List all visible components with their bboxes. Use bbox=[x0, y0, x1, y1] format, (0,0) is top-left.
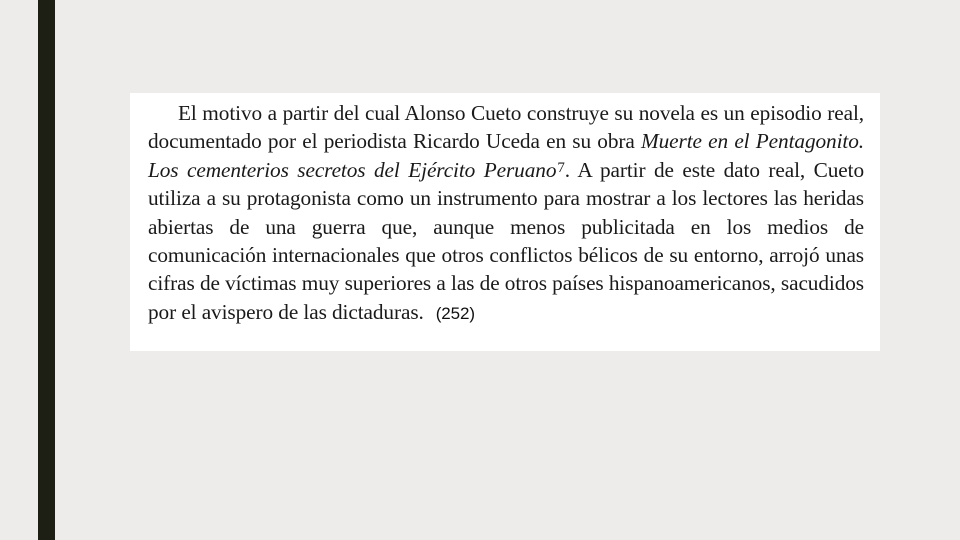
footnote-marker: 7 bbox=[557, 159, 565, 176]
book-title: Muerte en el Pentagonito. Los cementerios secretos del Ejército Peruano bbox=[148, 129, 864, 182]
quote-excerpt-box bbox=[130, 93, 880, 351]
quote-text-intro: El motivo a partir del cual Alonso Cueto construye su novela es un episodio real, documentado por el periodista Ricardo Uceda en su obra bbox=[148, 101, 864, 154]
page-citation: (252) bbox=[435, 303, 475, 323]
quote-text-body: . A partir de este dato real, Cueto utiliza a su protagonista como un instrumento para mostrar a los lectores las heridas abiertas de una guerra que, aunque menos publicitada en los medios de comunicación internacionales que otros conflictos bélicos de su entorno, arrojó unas cifras de víctimas muy superiores a las de otros países hispanoamericanos, sacudidos por el avispero de las dictaduras. bbox=[148, 157, 865, 324]
quote-paragraph bbox=[148, 99, 864, 328]
left-accent-bar bbox=[38, 0, 55, 540]
